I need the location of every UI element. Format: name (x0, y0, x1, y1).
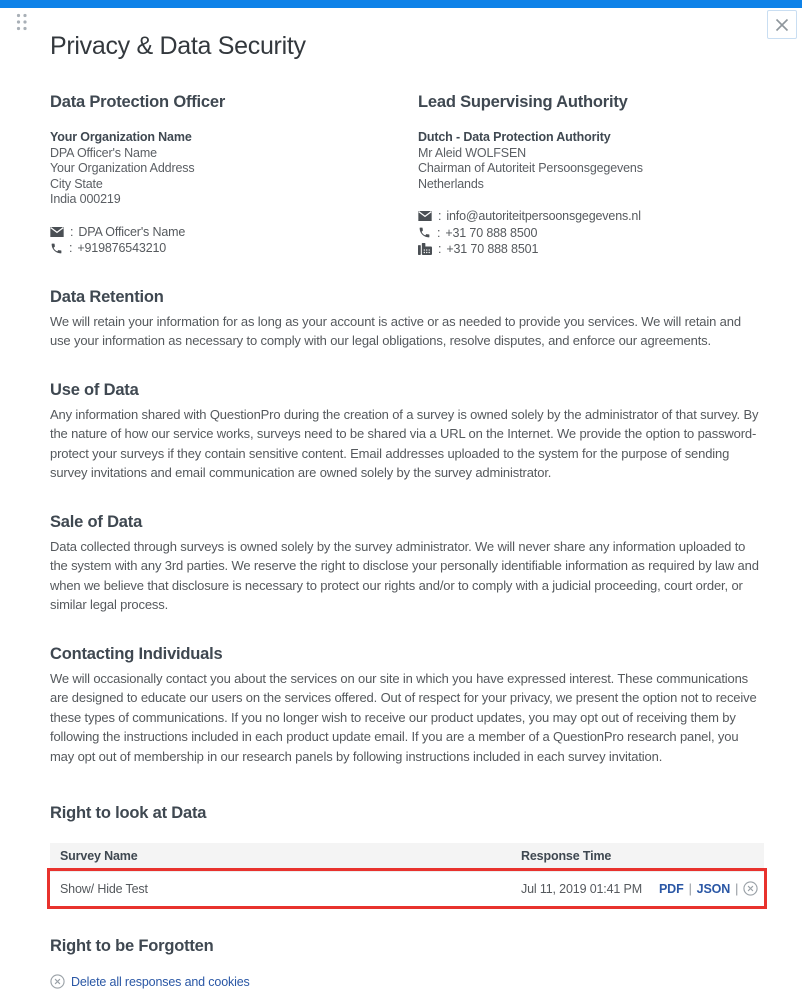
responses-table (50, 843, 764, 909)
pipe-separator: | (735, 881, 739, 896)
page-title: Privacy & Data Security (50, 32, 306, 60)
lsa-org-name: Dutch - Data Protection Authority (418, 130, 611, 144)
lsa-fax-value: +31 70 888 8501 (446, 242, 539, 256)
section-use-of-data (50, 381, 760, 483)
contact-separator: : (69, 241, 73, 255)
circle-x-icon (50, 974, 65, 989)
section-data-retention (50, 288, 760, 351)
section-body: We will retain your information for as long as your account is active or as needed to provide you services. We will retain and use your information as necessary to comply with our legal obligations, resolve disputes, and enforce our agreements. (50, 313, 741, 348)
dpo-org-name: Your Organization Name (50, 130, 192, 144)
dpo-line: Your Organization Address (50, 161, 195, 175)
section-body: Any information shared with QuestionPro during the creation of a survey is owned solely by the administrator of that survey. By the nature of how our service works, surveys need to be shared via a URL on the Internet. We provide the option to password-protect your surveys if they contain sensitive content. Email addresses uploaded to the system for the purpose of sending survey invitations and email communication are owned solely by the survey administrator. (50, 406, 759, 480)
lsa-heading: Lead Supervising Authority (418, 93, 628, 111)
dpo-column (50, 93, 418, 258)
right-to-be-forgotten-section (50, 937, 760, 989)
close-icon (775, 18, 789, 32)
dpo-line: DPA Officer's Name (50, 145, 157, 160)
right-to-be-forgotten-heading: Right to be Forgotten (50, 937, 214, 955)
delete-all-responses-link[interactable] (50, 974, 760, 989)
modal-top-accent-bar (0, 0, 802, 8)
dpo-email-row (50, 224, 418, 241)
dpo-line: City State (50, 176, 103, 191)
circle-x-icon-wrap (50, 974, 65, 989)
lsa-line: Chairman of Autoriteit Persoonsgegevens (418, 161, 643, 175)
column-header-survey-name: Survey Name (60, 849, 138, 863)
section-heading: Use of Data (50, 380, 139, 399)
lsa-line: Mr Aleid WOLFSEN (418, 145, 527, 160)
pipe-separator: | (688, 881, 692, 896)
lsa-email-row (418, 208, 760, 225)
contact-separator: : (70, 224, 74, 239)
email-icon (418, 211, 432, 221)
row-actions (659, 881, 758, 896)
contact-separator: : (438, 209, 442, 223)
section-heading: Sale of Data (50, 512, 143, 531)
section-contacting-individuals (50, 645, 760, 767)
pdf-link[interactable]: PDF (659, 881, 684, 896)
section-body: Data collected through surveys is owned solely by the survey administrator. We will never share any information uploaded to the system with any 3rd parties. We reserve the right to disclose your personally identifiable information as required by law and when we believe that disclosure is necessary to protect our rights and/or to comply with a judicial proceeding, court order, or similar legal process. (50, 538, 759, 612)
section-heading: Data Retention (50, 287, 164, 306)
highlight-box (47, 868, 767, 909)
dpo-heading: Data Protection Officer (50, 93, 226, 111)
drag-handle-icon[interactable] (16, 13, 28, 37)
delete-all-responses-label: Delete all responses and cookies (71, 974, 250, 989)
section-sale-of-data (50, 513, 760, 615)
column-header-response-time: Response Time (521, 849, 612, 863)
right-to-look-heading: Right to look at Data (50, 804, 207, 822)
dpo-email-value: DPA Officer's Name (78, 224, 186, 239)
lsa-column (418, 93, 760, 258)
response-time-cell: Jul 11, 2019 01:41 PM (521, 881, 643, 896)
contact-separator: : (437, 225, 441, 240)
contact-separator: : (438, 242, 442, 256)
close-button[interactable] (767, 10, 797, 39)
json-link[interactable]: JSON (696, 881, 731, 896)
right-to-look-section (50, 804, 760, 909)
circle-x-icon (743, 881, 758, 896)
dpo-phone-value: +919876543210 (77, 241, 167, 255)
dpo-line: India 000219 (50, 192, 121, 206)
lsa-phone-row (418, 225, 760, 242)
section-heading: Contacting Individuals (50, 644, 223, 663)
survey-name-cell: Show/ Hide Test (60, 881, 148, 896)
lsa-line: Netherlands (418, 176, 484, 191)
delete-response-button[interactable] (743, 881, 758, 896)
table-header-row (50, 843, 764, 868)
lsa-phone-value: +31 70 888 8500 (445, 225, 538, 240)
section-body: We will occasionally contact you about the services on our site in which you have expressed interest. These communications are designed to educate our users on the services offered. Out of respect for your privacy, we present the option not to receive these types of communications. If you no longer wish to receive our product updates, you may opt out of receiving them by following the instructions included in each product update email. If you are a member of a QuestionPro research panel, you may opt out of membership in our research panels by following instructions included in each survey invitation. (50, 670, 757, 764)
table-row (50, 871, 764, 906)
contacts-columns (50, 93, 760, 258)
dpo-phone-row (50, 240, 418, 257)
phone-icon (50, 242, 63, 255)
email-icon (50, 227, 64, 237)
lsa-fax-row (418, 241, 760, 258)
lsa-email-value: info@autoriteitpersoonsgegevens.nl (446, 209, 641, 223)
fax-icon (418, 243, 432, 255)
phone-icon (418, 226, 431, 239)
